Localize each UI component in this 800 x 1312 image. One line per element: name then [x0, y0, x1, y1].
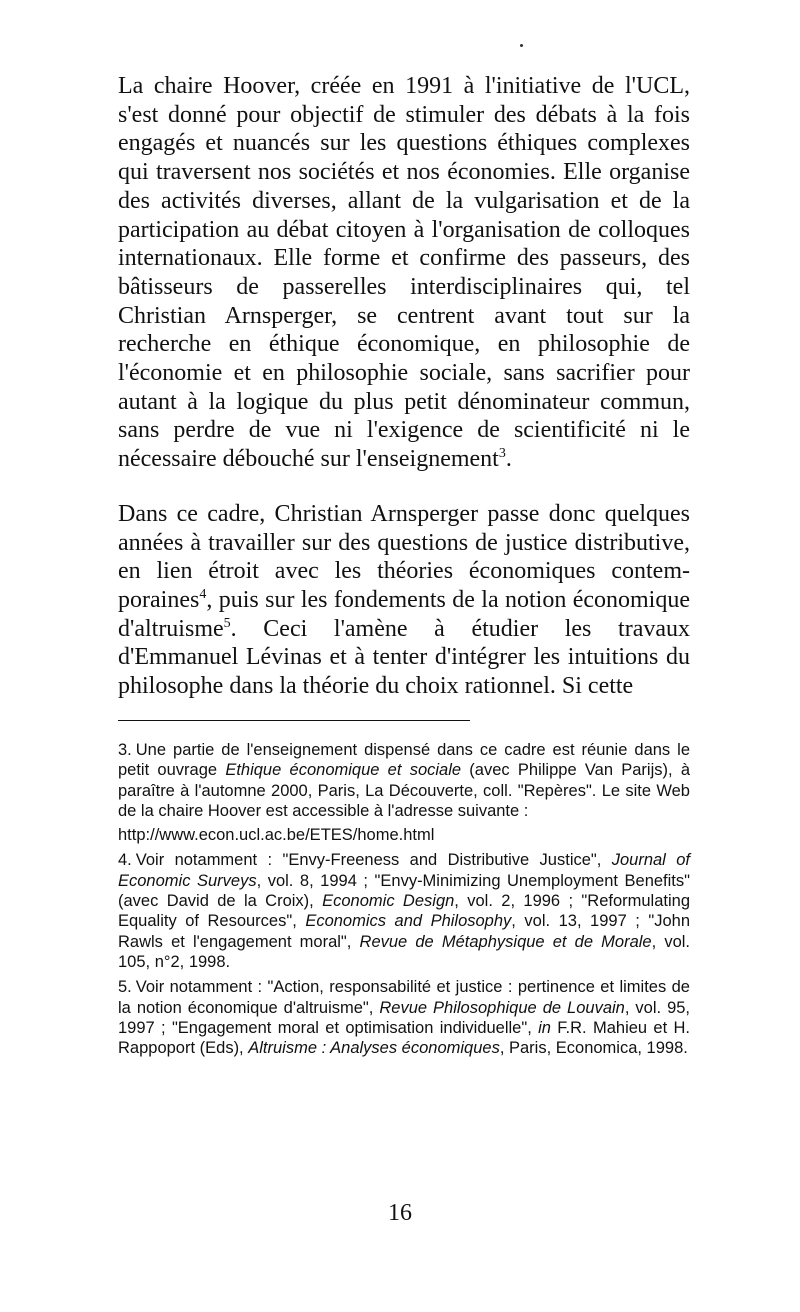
footnote-text: Voir notamment : "Envy-Freeness and Distributive Justice",: [135, 851, 612, 870]
footnote-title: Revue de Métaphysique et de Morale: [359, 932, 652, 951]
footnote-number: 3.: [118, 741, 132, 759]
main-text: [118, 72, 690, 701]
footnote-title: Altruisme : Analyses économiques: [248, 1039, 500, 1058]
footnote-text: , vol. 105, n°2, 1998.: [118, 932, 690, 971]
page-number: 16: [388, 1200, 412, 1226]
footnote-text: (avec Philippe Van Parijs), à paraître à l'automne 2000, Paris, La Découverte, coll. "Repères". Le site Web de la chaire Hoover est accessible à l'adresse suivante :: [118, 761, 691, 820]
paragraph-2-part-1: Dans ce cadre, Christian Arnsperger passe donc quelques années à travailler sur des questions de justice distributive, en lien étroit avec les théories économiques contemporaines: [118, 500, 690, 613]
footnote-3: [118, 740, 690, 845]
footnote-text: , vol. 8, 1994 ; "Envy-Minimizing Unemployment Benefits" (avec David de la Croix),: [118, 871, 690, 911]
footnote-ref-4[interactable]: 4: [199, 586, 207, 602]
paragraph-1: [118, 72, 690, 474]
footnote-title: Revue Philosophique de Louvain: [379, 998, 625, 1017]
footnote-title: Ethique économique et sociale: [225, 761, 462, 780]
paragraph-1-tail: .: [505, 446, 512, 473]
footnote-ref-5[interactable]: 5: [223, 615, 231, 631]
footnote-text: Une partie de l'enseignement dispensé dans ce cadre est réunie dans le petit ouvrage: [118, 741, 690, 780]
footnote-text: F.R. Mahieu et H. Rappoport (Eds),: [118, 1018, 690, 1058]
footnote-title: in: [538, 1018, 551, 1037]
footnote-text: , vol. 2, 1996 ; "Reformulating Equality of Resources",: [118, 892, 690, 931]
footnote-number: 5.: [118, 978, 132, 997]
footnote-title: Economics and Philosophy: [305, 912, 512, 931]
footnote-4: [118, 850, 690, 972]
footnote-text: Voir notamment : "Action, responsabilité et justice : pertinence et limites de la notion économique d'altruisme",: [118, 978, 690, 1017]
footnote-title: Economic Design: [322, 892, 455, 911]
footnotes: [118, 740, 690, 1063]
paragraph-2-part-3: . Ceci l'amène à étudier les travaux d'Emmanuel Lévinas et à tenter d'intégrer les intuitions du philosophe dans la théorie du choix rationnel. Si cette: [118, 615, 690, 700]
footnote-text: , vol. 13, 1997 ; "John Rawls et l'engagement moral",: [118, 912, 690, 951]
footnote-text: , Paris, Economica, 1998.: [499, 1039, 688, 1058]
paragraph-2-part-2: , puis sur les fondements de la notion économique d'altruisme: [118, 586, 690, 642]
paragraph-2: [118, 500, 690, 701]
footnote-title: Journal of Economic Surveys: [118, 851, 690, 890]
scan-speck: [520, 44, 523, 47]
footnote-url-link[interactable]: http://www.econ.ucl.ac.be/ETES/home.html: [118, 826, 435, 845]
paragraph-1-text: La chaire Hoover, créée en 1991 à l'initiative de l'UCL, s'est donné pour objectif de stimuler des débats à la fois engagés et nuancés sur les questions éthiques complexes qui traversent nos sociétés et nos économies. Elle organise des activités diverses, allant de la vulgarisation et de la participation au débat citoyen à l'organisation de colloques internationaux. Elle forme et confirme des passeurs, des bâtisseurs de passerelles interdisciplinaires qui, tel Christian Arnsperger, se centrent avant tout sur la recherche en éthique économique, en philosophie de l'économie et en philosophie sociale, sans sacrifier pour autant à la logique du plus petit dénominateur commun, sans perdre de vue ni l'exigence de scientificité ni le nécessaire débouché sur l'enseignement: [118, 73, 690, 473]
footnote-number: 4.: [118, 851, 132, 870]
footnote-5: [118, 977, 690, 1058]
footnote-separator: [118, 720, 470, 721]
footnote-text: , vol. 95, 1997 ; "Engagement moral et optimisation individuelle",: [118, 998, 691, 1037]
footnote-ref-3[interactable]: 3: [498, 446, 506, 462]
